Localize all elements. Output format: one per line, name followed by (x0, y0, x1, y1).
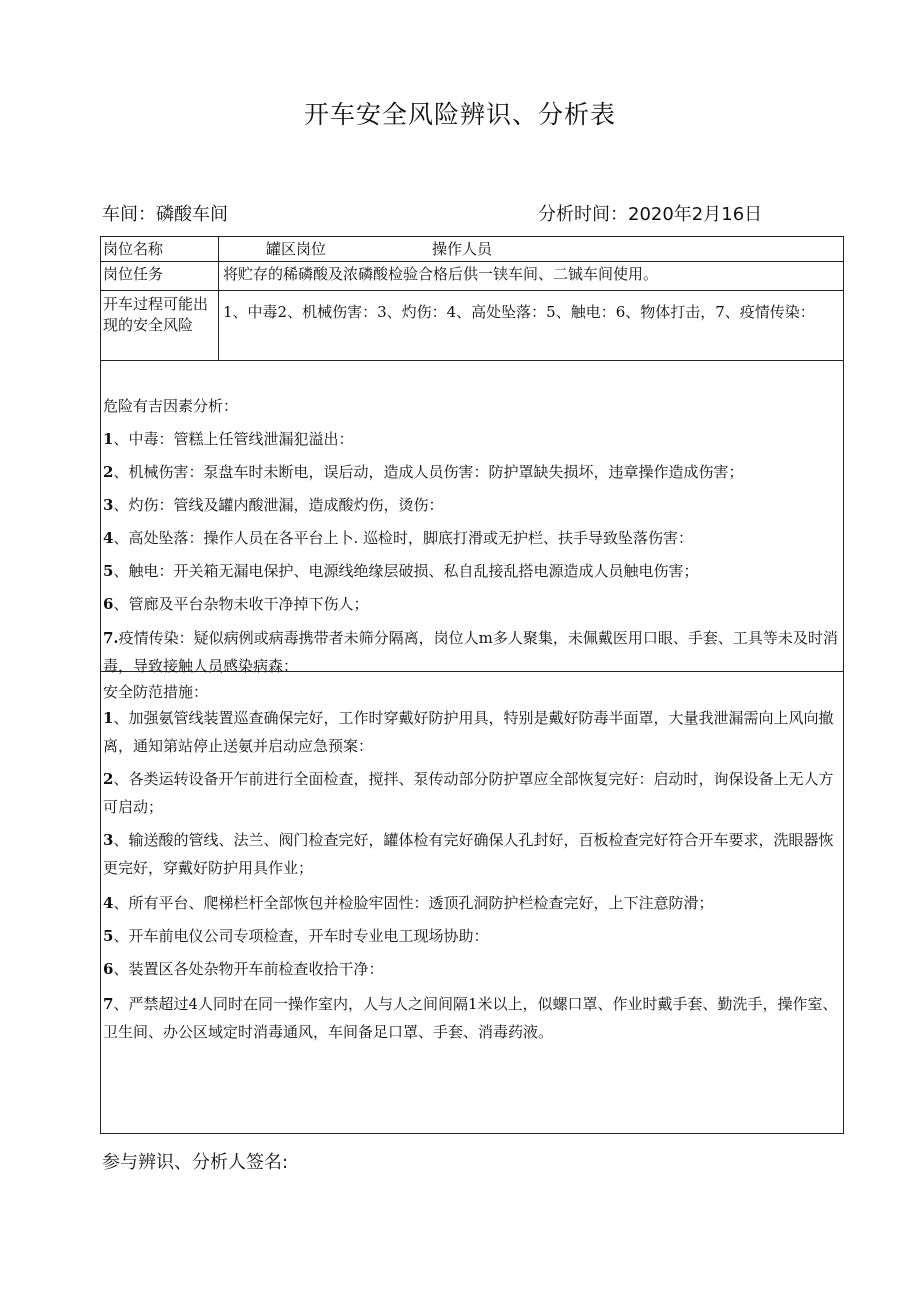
post-name-cell (219, 237, 843, 261)
list-item: 6、管廊及平台杂物未收干净掉下伤人； (103, 595, 369, 613)
operator-label: 操作人员 (432, 240, 493, 258)
task-value: 将贮存的稀磷酸及浓磷酸检验合格后供一铗车间、二铖车间使用。 (223, 265, 659, 283)
risk-table (100, 236, 844, 1134)
page-title: 开车安全风险辨识、分析表 (303, 100, 616, 129)
post-name-value: 罐区岗位 (266, 240, 327, 258)
list-item: 5、开车前电仪公司专项检查，开车时专业电工现场协助： (103, 927, 489, 945)
list-item: 5、触电：开关箱无漏电保护、电源线绝缘层破损、私自乱接乱搭电源造成人员触电伤害； (103, 562, 699, 580)
risk-value: 1、中毒2、机械伤害：3、灼伤：4、高处坠落：5、触电：6、物体打击，7、疫情传染： (223, 303, 815, 321)
row-task (101, 262, 843, 291)
hazard-heading: 危险有吉因素分析： (103, 397, 239, 415)
list-item: 7、严禁超过4人同时在同一操作室内，人与人之间间隔1米以上，似螺口罩、作业时戴手套、勤洗手，操作室、卫生间、办公区域定时消毒通风，车间备足口罩、手套、消毒药液。 (103, 995, 838, 1041)
list-item: 3、灼伤：管线及罐内酸泄漏，造成酸灼伤，烫伤： (103, 496, 444, 514)
list-item: 1、中毒：管糕上任管线泄漏犯溢出： (103, 430, 354, 448)
safety-heading: 安全防范措施： (103, 683, 209, 701)
signature-label: 参与辨识、分析人签名: (102, 1152, 289, 1173)
task-label: 岗位任务 (101, 262, 219, 290)
list-item: 4、高处坠落：操作人员在各平台上卜. 巡检时，脚底打滑或无护栏、扶手导致坠落伤害： (103, 529, 693, 547)
list-item: 2、机械伤害：泵盘车时未断电，误后动，造成人员伤害：防护罩缺失损坏，违章操作造成伤害； (103, 463, 744, 481)
row-post-name (101, 237, 843, 262)
hazard-section (101, 361, 843, 675)
row-risk (101, 291, 843, 361)
list-item: 7.疫情传染：疑似病例或病毒携带者未筛分隔离，岗位人m多人聚集，未佩戴医用口眼、手套、工具等未及时消毒，导致接触人员感染病森： (103, 629, 838, 675)
list-item: 4、所有平台、爬梯栏杆全部恢包并检脸牢固性：透顶孔洞防护栏检查完好，上下注意防滑； (103, 894, 714, 912)
list-item: 6、装置区各处杂物开车前检查收拾干净： (103, 960, 384, 978)
post-name-label: 岗位名称 (101, 237, 219, 261)
list-item: 3、输送酸的管线、法兰、阀门检查完好，罐体检有完好确保人孔封好，百板检查完好符合开车要求，洗眼器恢更完好，穿戴好防护用具作业； (103, 831, 834, 877)
safety-section (101, 672, 843, 1133)
list-item: 2、各类运转设备开乍前进行全面检查，搅拌、泵传动部分防护罩应全部恢复完好：启动时，询保设备上无人方可启动； (103, 770, 834, 816)
risk-label: 开车过程可能出现的安全风险 (101, 291, 219, 360)
workshop-label: 车间：磷酸车间 (102, 204, 228, 225)
list-item: 1、加强氨管线装置巡查确保完好，工作时穿戴好防护用具，特别是戴好防毒半面罩，大量我泄漏需向上风向撤离，通知第站停止送氨并启动应急预案： (103, 709, 834, 755)
analysis-time: 分析时间：2020年2月16日 (538, 204, 763, 225)
